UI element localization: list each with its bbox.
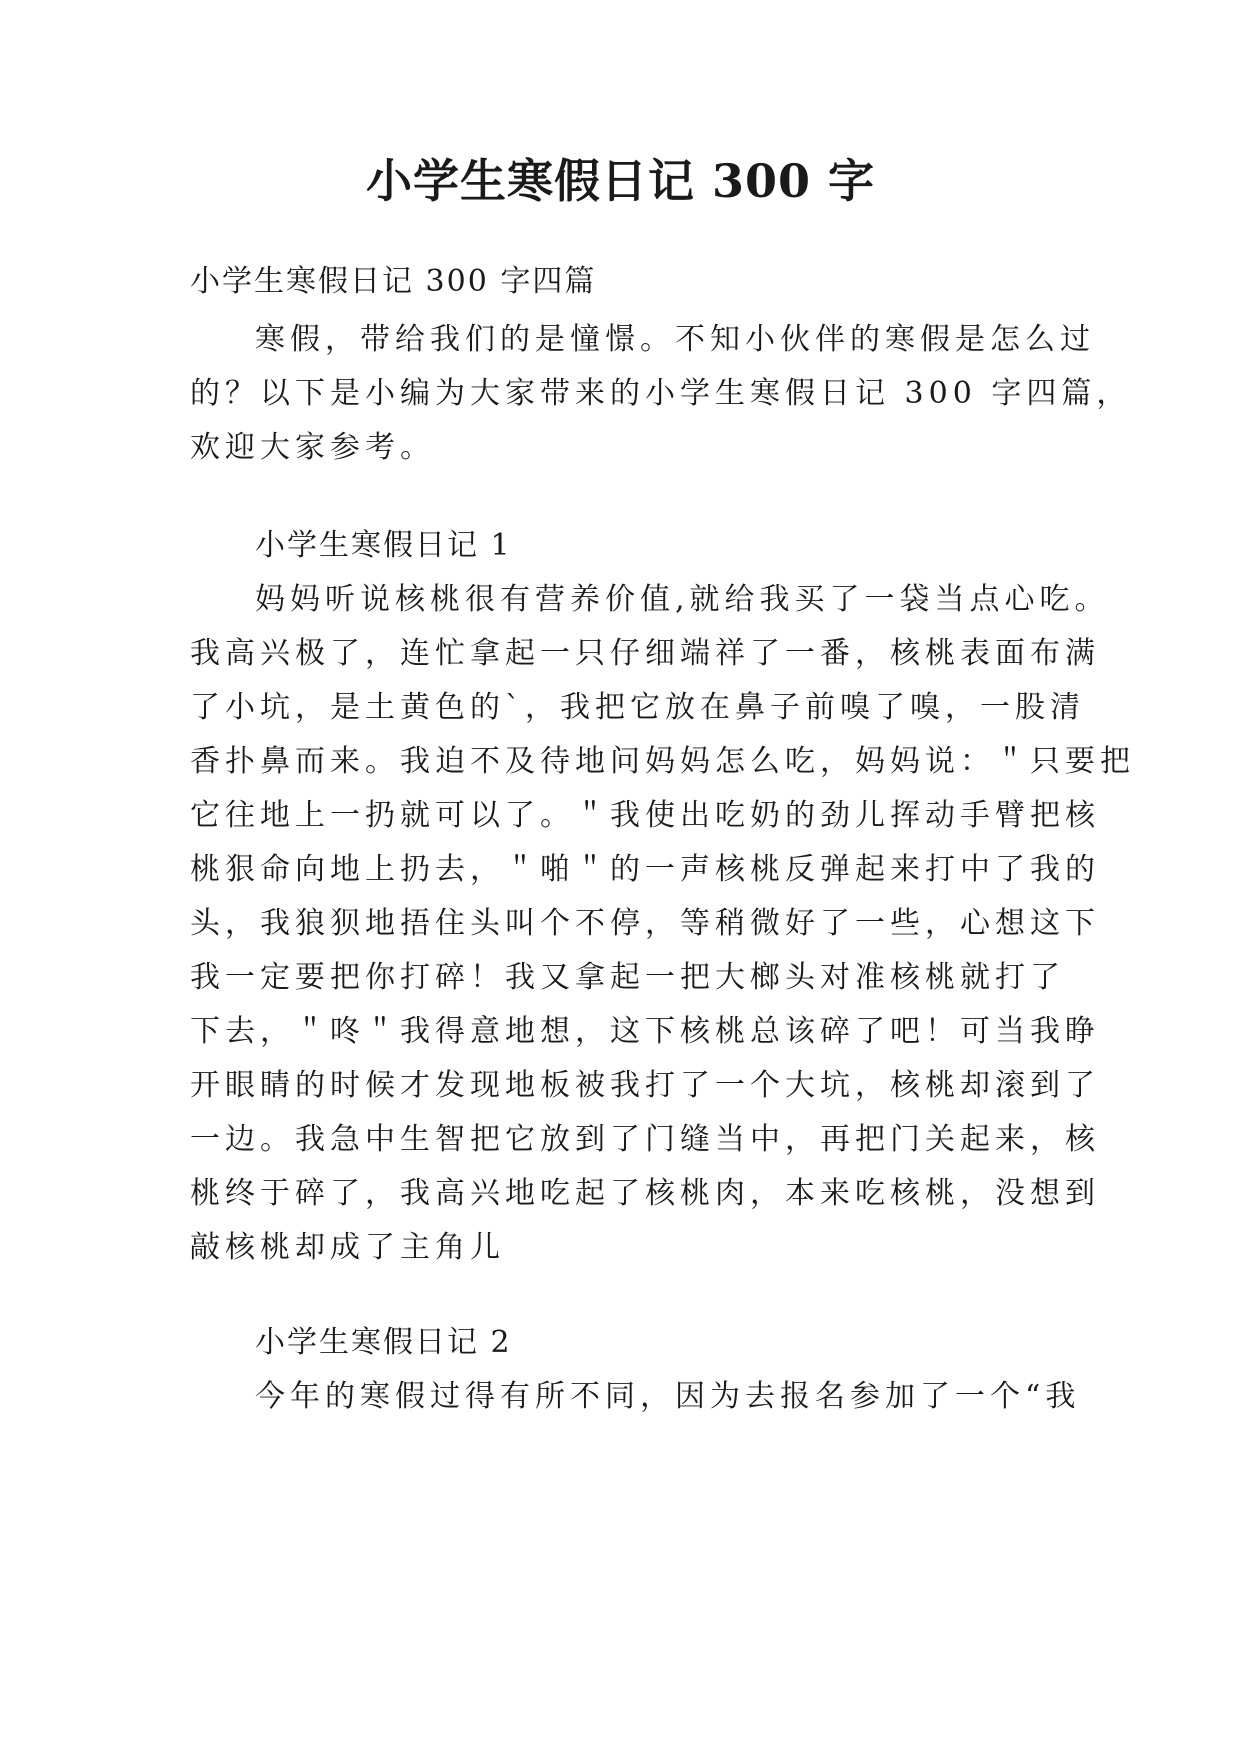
diary1-line-9: 下去，＂咚＂我得意地想，这下核桃总该碎了吧！可当我睁 <box>190 1014 1100 1049</box>
intro-line-3: 欢迎大家参考。 <box>190 430 435 465</box>
diary1-line-10: 开眼睛的时候才发现地板被我打了一个大坑，核桃却滚到了 <box>190 1068 1100 1103</box>
diary1-line-1: 妈妈听说核桃很有营养价值,就给我买了一袋当点心吃。 <box>255 582 1110 617</box>
diary1-line-8: 我一定要把你打碎！我又拿起一把大榔头对准核桃就打了 <box>190 960 1065 995</box>
diary1-heading: 小学生寒假日记 1 <box>255 528 512 563</box>
diary1-line-5: 它往地上一扔就可以了。＂我使出吃奶的劲儿挥动手臂把核 <box>190 798 1100 833</box>
diary1-line-3: 了小坑，是土黄色的`，我把它放在鼻子前嗅了嗅，一股清 <box>190 690 1085 725</box>
intro-line-2: 的？以下是小编为大家带来的小学生寒假日记 300 字四篇， <box>190 376 1132 411</box>
document-subtitle: 小学生寒假日记 300 字四篇 <box>190 264 597 299</box>
diary2-line-1: 今年的寒假过得有所不同，因为去报名参加了一个“我 <box>255 1379 1081 1414</box>
diary1-line-11: 一边。我急中生智把它放到了门缝当中，再把门关起来，核 <box>190 1122 1100 1157</box>
diary2-heading: 小学生寒假日记 2 <box>255 1325 512 1360</box>
diary1-line-7: 头，我狼狈地捂住头叫个不停，等稍微好了一些，心想这下 <box>190 906 1100 941</box>
diary1-line-13: 敲核桃却成了主角儿 <box>190 1230 505 1265</box>
document-title: 小学生寒假日记 300 字 <box>365 154 876 208</box>
diary1-line-6: 桃狠命向地上扔去，＂啪＂的一声核桃反弹起来打中了我的 <box>190 852 1100 887</box>
diary1-line-4: 香扑鼻而来。我迫不及待地问妈妈怎么吃，妈妈说：＂只要把 <box>190 744 1135 779</box>
diary1-line-12: 桃终于碎了，我高兴地吃起了核桃肉，本来吃核桃，没想到 <box>190 1176 1100 1211</box>
intro-line-1: 寒假，带给我们的是憧憬。不知小伙伴的寒假是怎么过 <box>255 322 1095 357</box>
diary1-line-2: 我高兴极了，连忙拿起一只仔细端祥了一番，核桃表面布满 <box>190 636 1100 671</box>
